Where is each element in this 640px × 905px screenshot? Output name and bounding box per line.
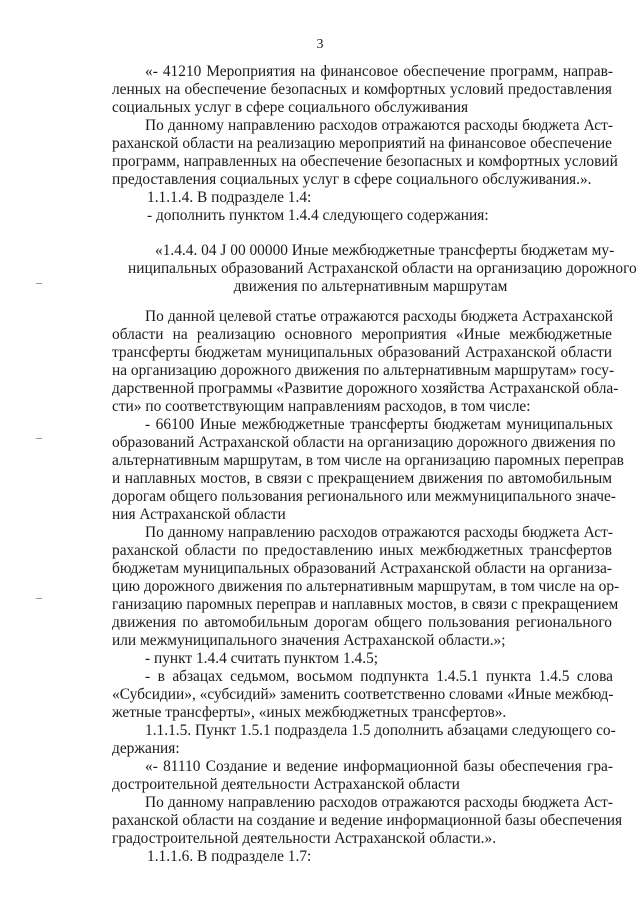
text-line: держания: [112, 740, 180, 757]
text-line: По данному направлению расходов отражаются расходы бюджета Аст- [145, 524, 613, 541]
text-line: раханской области на создание и ведение информационной базы обеспечения [112, 812, 623, 829]
text-line: градостроительной деятельности Астраханской области.». [112, 830, 497, 847]
text-line: По данному направлению расходов отражаются расходы бюджета Аст- [145, 117, 613, 134]
text-line: ния Астраханской области [112, 506, 286, 523]
scan-mark [36, 598, 42, 599]
text-line: жетные трансферты», «иных межбюджетных трансфертов». [112, 704, 507, 721]
text-line: По данному направлению расходов отражаются расходы бюджета Аст- [145, 794, 613, 811]
scan-mark [36, 438, 42, 439]
text-line: альтернативным маршрутам, в том числе на организацию паромных переправ [112, 452, 624, 469]
text-line: достроительной деятельности Астраханской области [112, 776, 460, 793]
text-line: области на реализацию основного мероприятия «Иные межбюджетные [112, 326, 612, 343]
page-number: 3 [316, 37, 324, 52]
text-line: и наплавных мостов, в связи с прекращением движения по автомобильным [112, 470, 612, 487]
text-line: дарственной программы «Развитие дорожного хозяйства Астраханской обла- [112, 380, 619, 397]
text-line: предоставления социальных услуг в сфере социального обслуживания.». [112, 171, 592, 188]
text-line: социальных услуг в сфере социального обслуживания [112, 99, 469, 116]
text-line: ленных на обеспечение безопасных и комфортных условий предоставления [112, 81, 612, 98]
text-line: «- 81110 Создание и ведение информационной базы обеспечения гра- [145, 758, 613, 775]
text-line: 1.1.1.6. В подразделе 1.7: [147, 848, 312, 865]
text-line: движения по автомобильным дорогам общего пользования регионального [112, 614, 612, 631]
text-line: - в абзацах седьмом, восьмом подпункта 1.4.5.1 пункта 1.4.5 слова [145, 668, 613, 685]
text-line: 1.1.1.4. В подразделе 1.4: [147, 189, 312, 206]
section-heading-line: движения по альтернативным маршрутам [233, 278, 508, 295]
text-line: дорогам общего пользования регионального или межмуниципального значе- [112, 488, 616, 505]
section-heading-line: ниципальных образований Астраханской области на организацию дорожного [128, 260, 637, 277]
text-line: образований Астраханской области на организацию дорожного движения по [112, 434, 616, 451]
text-line: раханской области на реализацию мероприятий на финансовое обеспечение [112, 135, 612, 152]
text-line: сти» по соответствующим направлениям расходов, в том числе: [112, 398, 531, 415]
text-line: программ, направленных на обеспечение безопасных и комфортных условий [112, 153, 618, 170]
text-line: 1.1.1.5. Пункт 1.5.1 подраздела 1.5 дополнить абзацами следующего со- [145, 722, 616, 739]
text-line: По данной целевой статье отражаются расходы бюджета Астраханской [145, 308, 613, 325]
text-line: - пункт 1.4.4 считать пунктом 1.4.5; [145, 650, 379, 667]
text-line: цию дорожного движения по альтернативным маршрутам, в том числе на ор- [112, 578, 620, 595]
text-line: раханской области по предоставлению иных межбюджетных трансфертов [112, 542, 612, 559]
text-line: бюджетам муниципальных образований Астраханской области на организа- [112, 560, 612, 577]
scan-mark [36, 283, 42, 284]
text-line: - дополнить пунктом 1.4.4 следующего содержания: [147, 207, 489, 224]
text-line: - 66100 Иные межбюджетные трансферты бюджетам муниципальных [145, 416, 613, 433]
text-line: на организацию дорожного движения по альтернативным маршрутам» госу- [112, 362, 615, 379]
text-line: «- 41210 Мероприятия на финансовое обеспечение программ, направ- [145, 63, 613, 80]
text-line: трансферты бюджетам муниципальных образований Астраханской области [112, 344, 612, 361]
section-heading-line: «1.4.4. 04 J 00 00000 Иные межбюджетные трансферты бюджетам му- [155, 242, 615, 259]
text-line: или межмуниципального значения Астраханской области.»; [112, 632, 506, 649]
text-line: ганизацию паромных переправ и наплавных мостов, в связи с прекращением [112, 596, 619, 613]
text-line: «Субсидии», «субсидий» заменить соответственно словами «Иные межбюд- [112, 686, 614, 703]
